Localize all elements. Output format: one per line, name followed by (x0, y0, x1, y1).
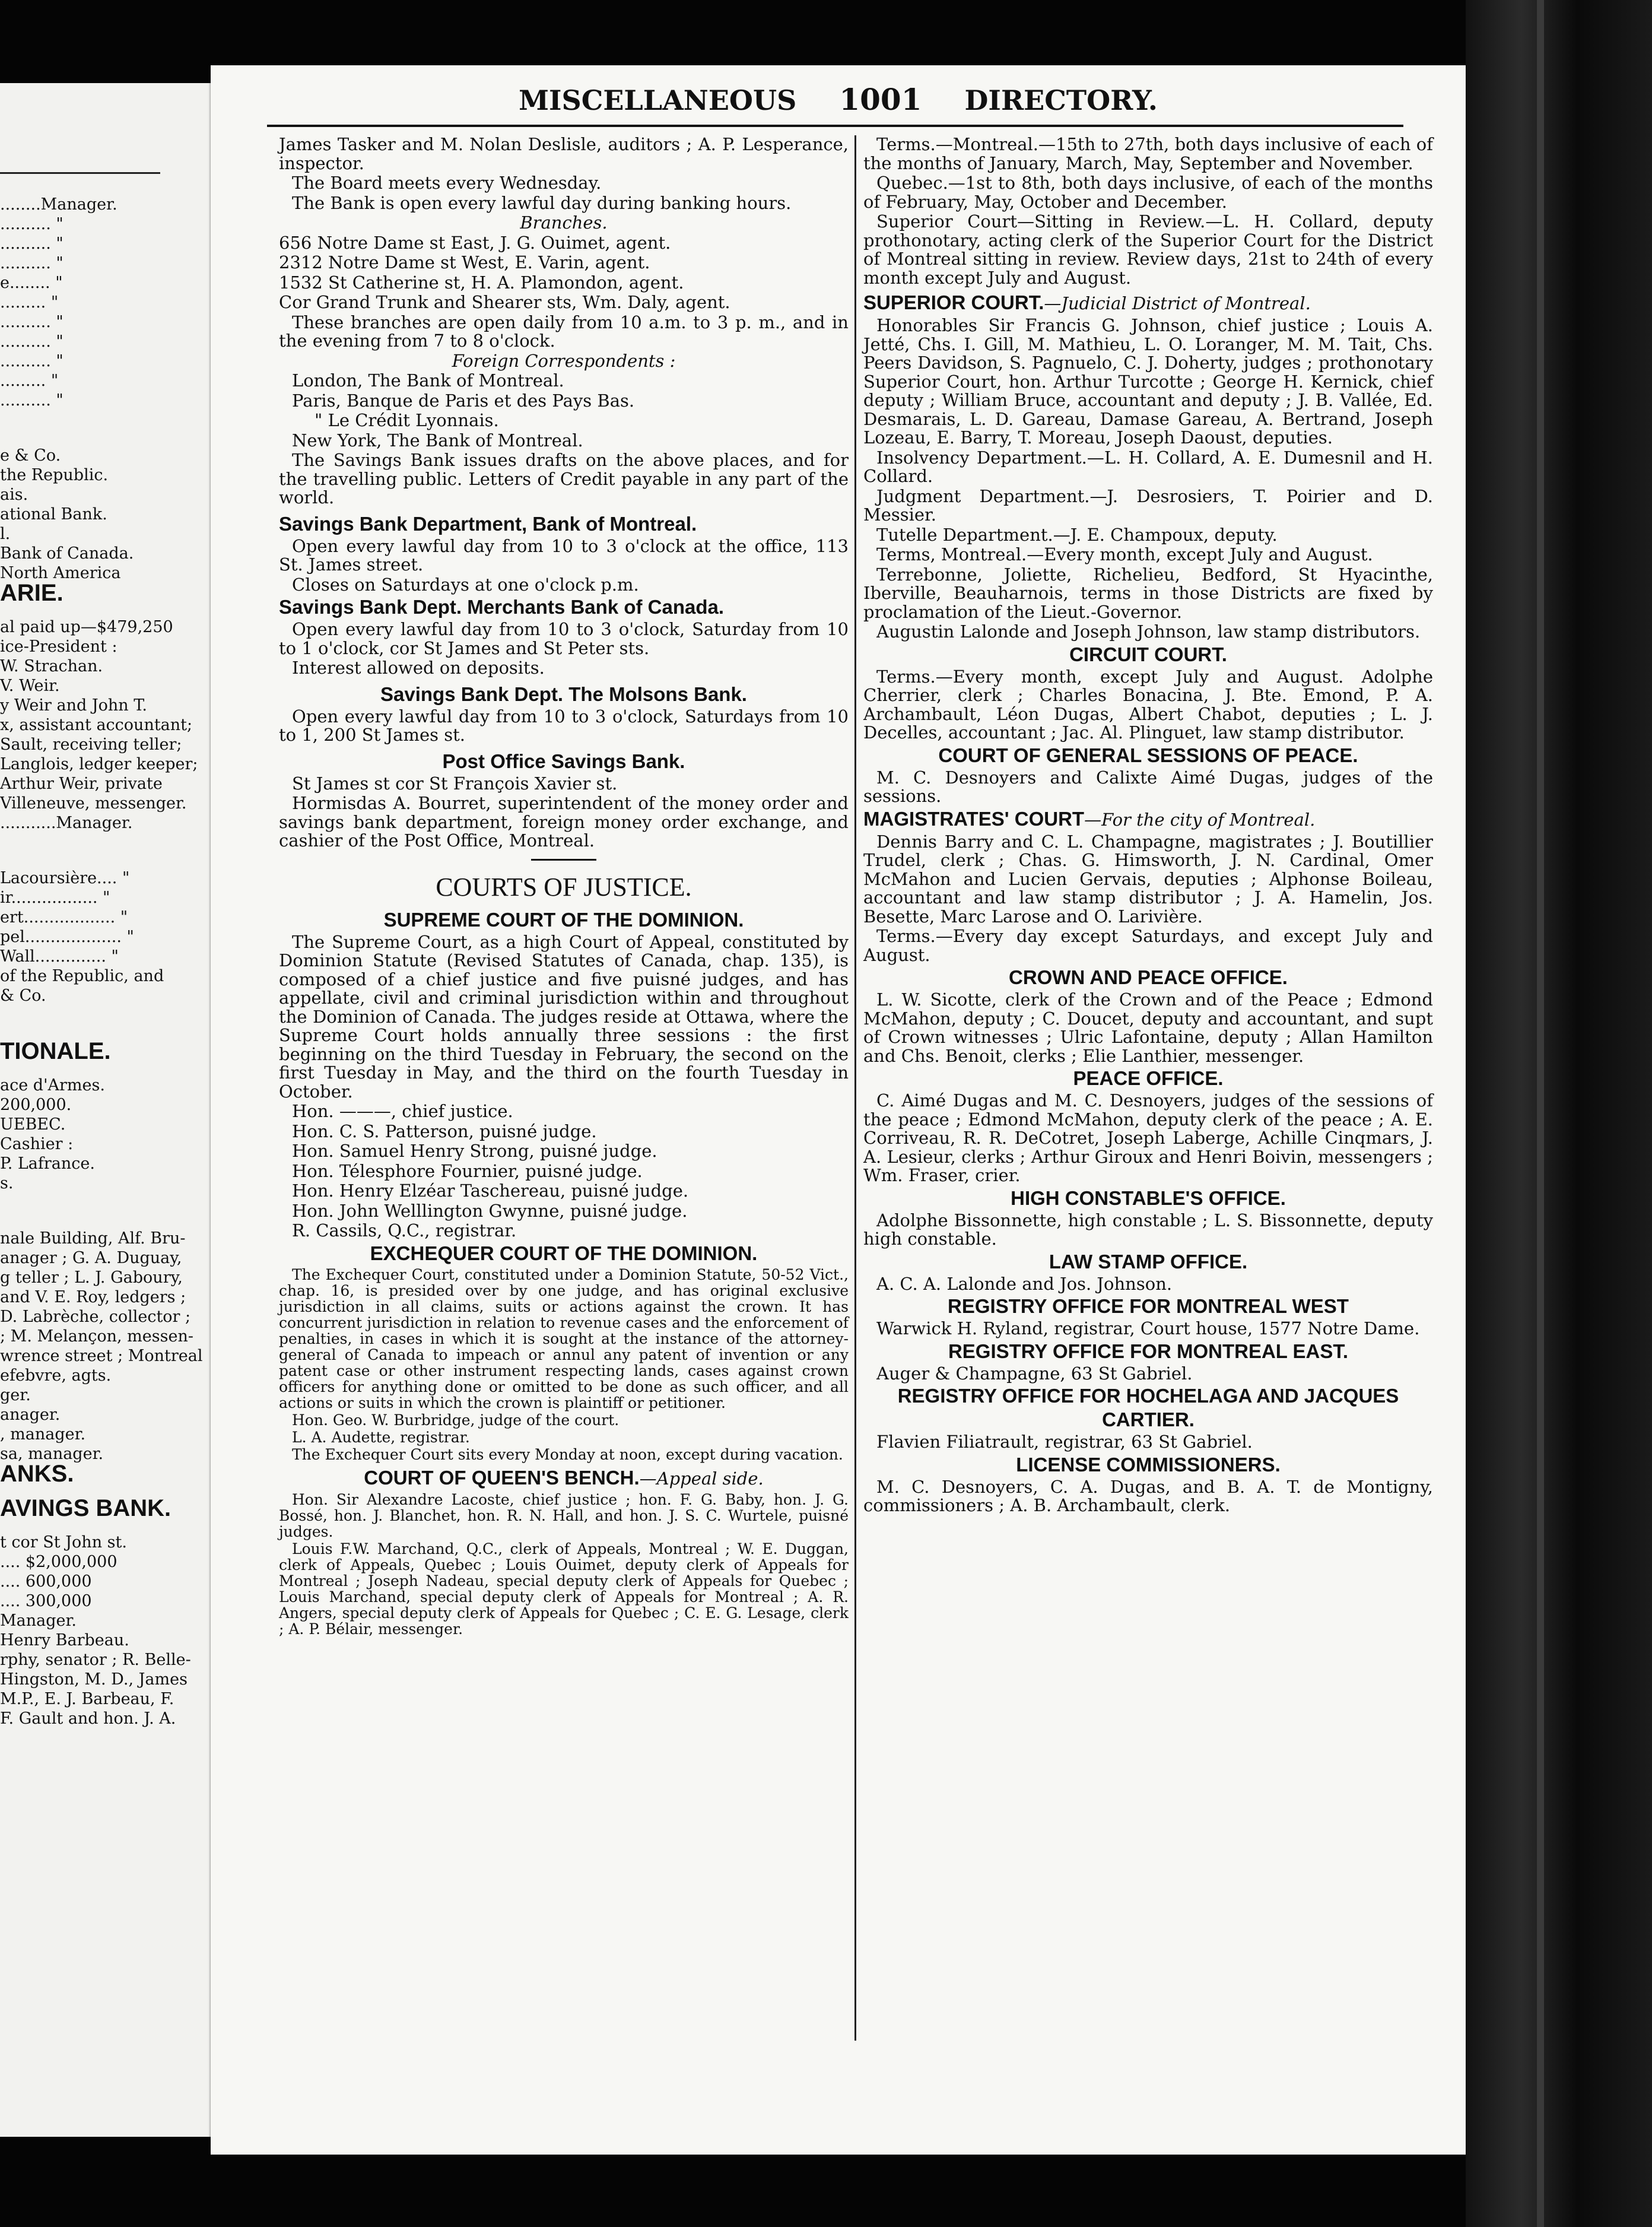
previous-page-line: & Co. (0, 986, 46, 1005)
previous-page-line: , manager. (0, 1425, 86, 1444)
queens-bench-heading (279, 1466, 849, 1490)
registry-hochelaga-text: Flavien Filiatrault, registrar, 63 St Gabriel. (876, 1432, 1253, 1452)
page-number: 1001 (839, 82, 922, 117)
supreme-member: Hon. Henry Elzéar Taschereau, puisné judge. (292, 1181, 689, 1201)
crown-peace-heading: CROWN AND PEACE OFFICE. (1009, 966, 1288, 988)
supreme-member: Hon. ———, chief justice. (292, 1101, 513, 1121)
registry-east-heading: REGISTRY OFFICE FOR MONTREAL EAST. (948, 1340, 1349, 1362)
previous-page-line: North America (0, 564, 121, 582)
running-header (211, 82, 1466, 117)
savings-montreal-saturday: Closes on Saturdays at one o'clock p.m. (292, 574, 639, 595)
previous-page-line: rphy, senator ; R. Belle- (0, 1651, 191, 1669)
previous-page-line: s. (0, 1174, 14, 1192)
previous-page-line: ......... " (0, 372, 59, 390)
previous-page-line: M.P., E. J. Barbeau, F. (0, 1690, 174, 1708)
previous-page-line: W. Strachan. (0, 657, 103, 675)
superior-terms: Terms, Montreal.—Every month, except July and August. (876, 544, 1373, 564)
magistrates-court-subtitle: —For the city of Montreal. (1084, 809, 1316, 830)
previous-page-line: Sault, receiving teller; (0, 735, 182, 754)
branches-note: These branches are open daily from 10 a.m. to 3 p. m., and in the evening from 7 to 8 o'clock. (279, 312, 849, 351)
correspondent-item: London, The Bank of Montreal. (292, 370, 564, 391)
branch-item: Cor Grand Trunk and Shearer sts, Wm. Daly, agent. (279, 292, 730, 312)
exchequer-sits: The Exchequer Court sits every Monday at noon, except during vacation. (292, 1445, 843, 1463)
circuit-court-text: Terms.—Every month, except July and August. Adolphe Cherrier, clerk ; Charles Bonacina, J. Bte. Emond, P. A. Archambault, Léon Dugas, Albert Chabot, deputies ; L. J. Decelles, accountant ; Jac. Al. Plinguet, law stamp distributor. (863, 666, 1433, 743)
previous-page-line: .... 300,000 (0, 1592, 92, 1610)
supreme-court-heading: SUPREME COURT OF THE DOMINION. (383, 908, 744, 931)
savings-merchants-interest: Interest allowed on deposits. (292, 658, 545, 678)
previous-page-line: Lacoursière.... " (0, 869, 130, 887)
circuit-court-heading: CIRCUIT COURT. (1069, 643, 1227, 665)
previous-page-line: .... 600,000 (0, 1572, 92, 1591)
superior-court-review: Superior Court—Sitting in Review.—L. H. Collard, deputy prothonotary, acting clerk of the Superior Court for the District of Montreal sitting in review. Review days, 21st to 24th of every month except July and August. (863, 211, 1433, 288)
supreme-member: Hon. C. S. Patterson, puisné judge. (292, 1121, 597, 1141)
registry-west-text: Warwick H. Ryland, registrar, Court house, 1577 Notre Dame. (876, 1318, 1420, 1338)
previous-page-line: e & Co. (0, 446, 61, 465)
general-sessions-heading: COURT OF GENERAL SESSIONS OF PEACE. (938, 744, 1358, 766)
registry-west-heading: REGISTRY OFFICE FOR MONTREAL WEST (948, 1295, 1349, 1317)
exchequer-registrar: L. A. Audette, registrar. (292, 1428, 470, 1446)
general-sessions-text: M. C. Desnoyers and Calixte Aimé Dugas, judges of the sessions. (863, 767, 1433, 806)
courts-of-justice-heading: COURTS OF JUSTICE. (436, 872, 692, 902)
previous-page-line: .......... " (0, 332, 63, 351)
magistrates-court-title: MAGISTRATES' COURT (863, 807, 1085, 830)
header-right: DIRECTORY. (964, 84, 1158, 116)
supreme-court-text: The Supreme Court, as a high Court of Appeal, constituted by Dominion Statute (Revised Statutes of Canada, chap. 135), is composed of a chief justice and five puisné judges, and has appellate, civil and criminal jurisdiction within and throughout the Dominion of Canada. The judges reside at Ottawa, where the Supreme Court holds annually three sessions : the first beginning on the third Tuesday in February, the second on the first Tuesday in May, and the third on the fourth Tuesday in October. (279, 931, 849, 1102)
savings-montreal-heading: Savings Bank Department, Bank of Montreal. (279, 512, 697, 535)
previous-page-line: ace d'Armes. (0, 1076, 105, 1095)
previous-page-line: ert.................. " (0, 908, 128, 927)
superior-court-title: SUPERIOR COURT. (863, 291, 1044, 313)
crown-peace-text: L. W. Sicotte, clerk of the Crown and of the Peace ; Edmond McMahon, deputy ; C. Doucet, deputy and accountant, and supt of Crown witnesses ; Ulric Lafontaine, deputy ; Allan Hamilton and Chs. Benoit, clerks ; Elie Lanthier, messenger. (863, 989, 1433, 1066)
previous-page-line: .......... " (0, 352, 63, 370)
correspondent-item: New York, The Bank of Montreal. (292, 430, 583, 451)
previous-page-line: .......... " (0, 234, 63, 253)
previous-page-line: Langlois, ledger keeper; (0, 755, 198, 773)
insolvency-department: Insolvency Department.—L. H. Collard, A. E. Dumesnil and H. Collard. (863, 447, 1433, 486)
branch-item: 1532 St Catherine st, H. A. Plamondon, agent. (279, 272, 684, 293)
savings-merchants-text: Open every lawful day from 10 to 3 o'clock, Saturday from 10 to 1 o'clock, cor St James and St Peter sts. (279, 619, 849, 658)
previous-page-line: UEBEC. (0, 1115, 66, 1134)
law-stamp-text: A. C. A. Lalonde and Jos. Johnson. (876, 1273, 1173, 1294)
previous-page-line: ; M. Melançon, messen- (0, 1327, 193, 1346)
peace-office-heading: PEACE OFFICE. (1073, 1067, 1224, 1089)
previous-page-line: TIONALE. (0, 1038, 111, 1064)
previous-page-line: Villeneuve, messenger. (0, 794, 187, 813)
previous-page-line: x, assistant accountant; (0, 716, 193, 734)
bank-hours-text: The Bank is open every lawful day during banking hours. (292, 192, 792, 213)
correspondent-item: " Le Crédit Lyonnais. (314, 410, 499, 430)
peace-office-text: C. Aimé Dugas and M. C. Desnoyers, judges of the sessions of the peace ; Edmond McMahon, deputy clerk of the peace ; A. E. Corriveau, R. R. DeCotret, Joseph Laberge, Achille Cinqmars, J. A. Lesieur, clerks ; Arthur Giroux and Henri Boivin, messengers ; Wm. Fraser, crier. (863, 1090, 1433, 1185)
previous-page-line: ger. (0, 1386, 31, 1404)
license-commissioners-heading: LICENSE COMMISSIONERS. (1016, 1453, 1281, 1476)
magistrates-court-terms: Terms.—Every day except Saturdays, and except July and August. (863, 926, 1433, 965)
left-column (279, 135, 849, 1638)
previous-page-line: AVINGS BANK. (0, 1495, 171, 1521)
judgment-department: Judgment Department.—J. Desrosiers, T. Poirier and D. Messier. (863, 486, 1433, 525)
previous-page-line: Arthur Weir, private (0, 775, 163, 793)
branch-item: 2312 Notre Dame st West, E. Varin, agent. (279, 252, 650, 272)
previous-page-line: .......... " (0, 254, 63, 272)
previous-page-line: .......... " (0, 313, 63, 331)
review-terms-quebec: Quebec.—1st to 8th, both days inclusive, of each of the months of February, May, October and December. (863, 173, 1433, 212)
previous-page-line: Manager. (0, 1611, 77, 1630)
previous-page-line: g teller ; L. J. Gaboury, (0, 1268, 183, 1287)
supreme-member: Hon. Samuel Henry Strong, puisné judge. (292, 1141, 657, 1161)
law-stamp-heading: LAW STAMP OFFICE. (1049, 1250, 1248, 1273)
previous-page-line: Bank of Canada. (0, 544, 134, 563)
previous-page-line: ice-President : (0, 637, 117, 656)
registry-hochelaga-heading: REGISTRY OFFICE FOR HOCHELAGA AND JACQUES CARTIER. (897, 1385, 1399, 1430)
previous-page-line: ir................. " (0, 889, 110, 907)
previous-page-line: and V. E. Roy, ledgers ; (0, 1288, 186, 1306)
branches-heading: Branches. (520, 212, 608, 233)
previous-page-line: 200,000. (0, 1096, 72, 1114)
branch-item: 656 Notre Dame st East, J. G. Ouimet, agent. (279, 232, 671, 253)
previous-page-line: Wall.............. " (0, 947, 119, 966)
previous-page-fragment (0, 83, 231, 2137)
queens-bench-judges: Hon. Sir Alexandre Lacoste, chief justice ; hon. F. G. Baby, hon. J. G. Bossé, hon. J. Blanchet, hon. R. N. Hall, and hon. J. S. C. Wurtele, puisné judges. (279, 1490, 849, 1540)
superior-court-subtitle: —Judicial District of Montreal. (1044, 293, 1311, 313)
binding-band (1537, 0, 1544, 2227)
correspondent-item: Paris, Banque de Paris et des Pays Bas. (292, 390, 635, 411)
previous-page-line: t cor St John st. (0, 1533, 127, 1552)
post-office-heading: Post Office Savings Bank. (442, 750, 685, 772)
previous-page-line: l. (0, 525, 11, 543)
savings-molsons-text: Open every lawful day from 10 to 3 o'clock, Saturdays from 10 to 1, 200 St James st. (279, 706, 849, 745)
post-office-text: Hormisdas A. Bourret, superintendent of the money order and savings bank department, foreign money order exchange, and cashier of the Post Office, Montreal. (279, 793, 849, 851)
superior-court-heading (863, 291, 1433, 315)
previous-page-line: ais. (0, 486, 28, 504)
previous-page-rule (0, 172, 160, 174)
previous-page-line: anager ; G. A. Duguay, (0, 1249, 182, 1267)
queens-bench-title: COURT OF QUEEN'S BENCH. (364, 1466, 640, 1489)
savings-drafts-note: The Savings Bank issues drafts on the above places, and for the travelling public. Letters of Credit payable in any part of the world. (279, 450, 849, 507)
previous-page-line: Cashier : (0, 1135, 74, 1153)
header-rule (267, 125, 1403, 127)
previous-page-line: ANKS. (0, 1461, 74, 1487)
savings-molsons-heading: Savings Bank Dept. The Molsons Bank. (380, 683, 747, 705)
previous-page-line: Henry Barbeau. (0, 1631, 129, 1649)
law-stamp-distributors: Augustin Lalonde and Joseph Johnson, law stamp distributors. (876, 621, 1421, 642)
exchequer-court-text: The Exchequer Court, constituted under a Dominion Statute, 50-52 Vict., chap. 16, is presided over by one judge, and has original exclusive jurisdiction in all claims, suits or actions against the crown. It has concurrent jurisdiction in relation to revenue cases and the enforcement of penalties, in cases in which it is sought at the instance of the attorney-general of Canada to impeach or annul any patent of invention or any patent case or other instrument respecting lands, cases against crown officers for anything done or omitted to be done as such officer, and all actions or suits in which the crown is plaintiff or petitioner. (279, 1265, 849, 1411)
review-terms-montreal: Terms.—Montreal.—15th to 27th, both days inclusive of each of the months of January, March, May, September and November. (863, 134, 1433, 173)
foreign-correspondents-heading: Foreign Correspondents : (452, 350, 676, 371)
section-rule (531, 859, 596, 861)
header-left: MISCELLANEOUS (519, 84, 797, 116)
high-constable-heading: HIGH CONSTABLE'S OFFICE. (1011, 1187, 1286, 1209)
savings-merchants-heading: Savings Bank Dept. Merchants Bank of Canada. (279, 596, 725, 618)
queens-bench-subtitle: —Appeal side. (639, 1468, 764, 1489)
previous-page-line: al paid up—$479,250 (0, 618, 173, 636)
previous-page-line: of the Republic, and (0, 967, 164, 985)
auditors-text: James Tasker and M. Nolan Deslisle, auditors ; A. P. Lesperance, inspector. (279, 134, 849, 173)
previous-page-line: F. Gault and hon. J. A. (0, 1709, 176, 1728)
book-binding-edge (1466, 0, 1652, 2227)
magistrates-court-text: Dennis Barry and C. L. Champagne, magistrates ; J. Boutillier Trudel, clerk ; Chas. G. Himsworth, J. N. Cardinal, Omer McMahon and Lucien Gervais, deputies ; Alphonse Boileau, accountant and law stamp distributor ; J. A. Hamelin, Jos. Besette, Marc Larose and O. Larivière. (863, 831, 1433, 927)
previous-page-line: P. Lafrance. (0, 1154, 95, 1173)
districts-text: Terrebonne, Joliette, Richelieu, Bedford, St Hyacinthe, Iberville, Beauharnois, terms in those Districts are fixed by proclamation of the Lieut.-Governor. (863, 564, 1433, 622)
previous-page-line: Hingston, M. D., James (0, 1670, 188, 1689)
right-column (863, 135, 1433, 1517)
previous-page-line: .... $2,000,000 (0, 1553, 117, 1571)
previous-page-line: ........Manager. (0, 195, 117, 214)
previous-page-line: pel................... " (0, 928, 134, 946)
previous-page-line: ......... " (0, 293, 59, 312)
supreme-registrar: R. Cassils, Q.C., registrar. (292, 1220, 517, 1241)
previous-page-line: wrence street ; Montreal (0, 1347, 203, 1365)
previous-page-line: the Republic. (0, 466, 109, 484)
board-meets-text: The Board meets every Wednesday. (292, 173, 602, 193)
exchequer-judge: Hon. Geo. W. Burbridge, judge of the court. (292, 1411, 620, 1429)
previous-page-line: ARIE. (0, 580, 63, 606)
previous-page-line: e........ " (0, 274, 63, 292)
exchequer-court-heading: EXCHEQUER COURT OF THE DOMINION. (370, 1242, 758, 1264)
supreme-member: Hon. John Welllington Gwynne, puisné judge. (292, 1200, 688, 1221)
previous-page-line: ...........Manager. (0, 814, 133, 832)
magistrates-court-heading (863, 807, 1433, 832)
queens-bench-clerks: Louis F.W. Marchand, Q.C., clerk of Appeals, Montreal ; W. E. Duggan, clerk of Appeals, Quebec ; Louis Ouimet, deputy clerk of Appeals for Montreal ; Joseph Nadeau, special deputy clerk of Appeals for Quebec ; Louis Marchand, special deputy clerk of Appeals for Montreal ; A. R. Angers, special deputy clerk of Appeals for Quebec ; C. E. G. Lesage, clerk ; A. P. Bélair, messenger. (279, 1540, 849, 1638)
previous-page-line: efebvre, agts. (0, 1366, 112, 1385)
directory-page (211, 65, 1466, 2155)
previous-page-line: ational Bank. (0, 505, 107, 524)
previous-page-line: anager. (0, 1406, 61, 1424)
previous-page-line: .......... " (0, 391, 63, 410)
previous-page-line: y Weir and John T. (0, 696, 147, 715)
previous-page-line: V. Weir. (0, 677, 60, 695)
previous-page-line: nale Building, Alf. Bru- (0, 1229, 186, 1248)
post-office-address: St James st cor St François Xavier st. (292, 773, 618, 794)
column-divider (854, 135, 856, 2041)
previous-page-line: D. Labrèche, collector ; (0, 1308, 191, 1326)
registry-east-text: Auger & Champagne, 63 St Gabriel. (876, 1363, 1193, 1384)
savings-montreal-text: Open every lawful day from 10 to 3 o'clock at the office, 113 St. James street. (279, 535, 849, 575)
supreme-member: Hon. Télesphore Fournier, puisné judge. (292, 1160, 643, 1181)
previous-page-line: .......... " (0, 215, 63, 233)
high-constable-text: Adolphe Bissonnette, high constable ; L. S. Bissonnette, deputy high constable. (863, 1210, 1433, 1249)
license-commissioners-text: M. C. Desnoyers, C. A. Dugas, and B. A. T. de Montigny, commissioners ; A. B. Archambault, clerk. (863, 1476, 1433, 1515)
superior-court-text: Honorables Sir Francis G. Johnson, chief justice ; Louis A. Jetté, Chs. I. Gill, M. Mathieu, L. O. Loranger, M. M. Tait, Chs. Peers Davidson, S. Pagnuelo, C. J. Doherty, judges ; prothonotary Superior Court, hon. Arthur Turcotte ; George H. Kernick, chief deputy ; William Bruce, accountant and deputy ; J. B. Vallée, Ed. Desmarais, L. D. Gareau, Damase Gareau, A. Bertrand, Joseph Lozeau, E. Barry, T. Moreau, Joseph Daoust, deputies. (863, 315, 1433, 448)
previous-page-line: sa, manager. (0, 1445, 104, 1463)
tutelle-department: Tutelle Department.—J. E. Champoux, deputy. (876, 524, 1278, 545)
